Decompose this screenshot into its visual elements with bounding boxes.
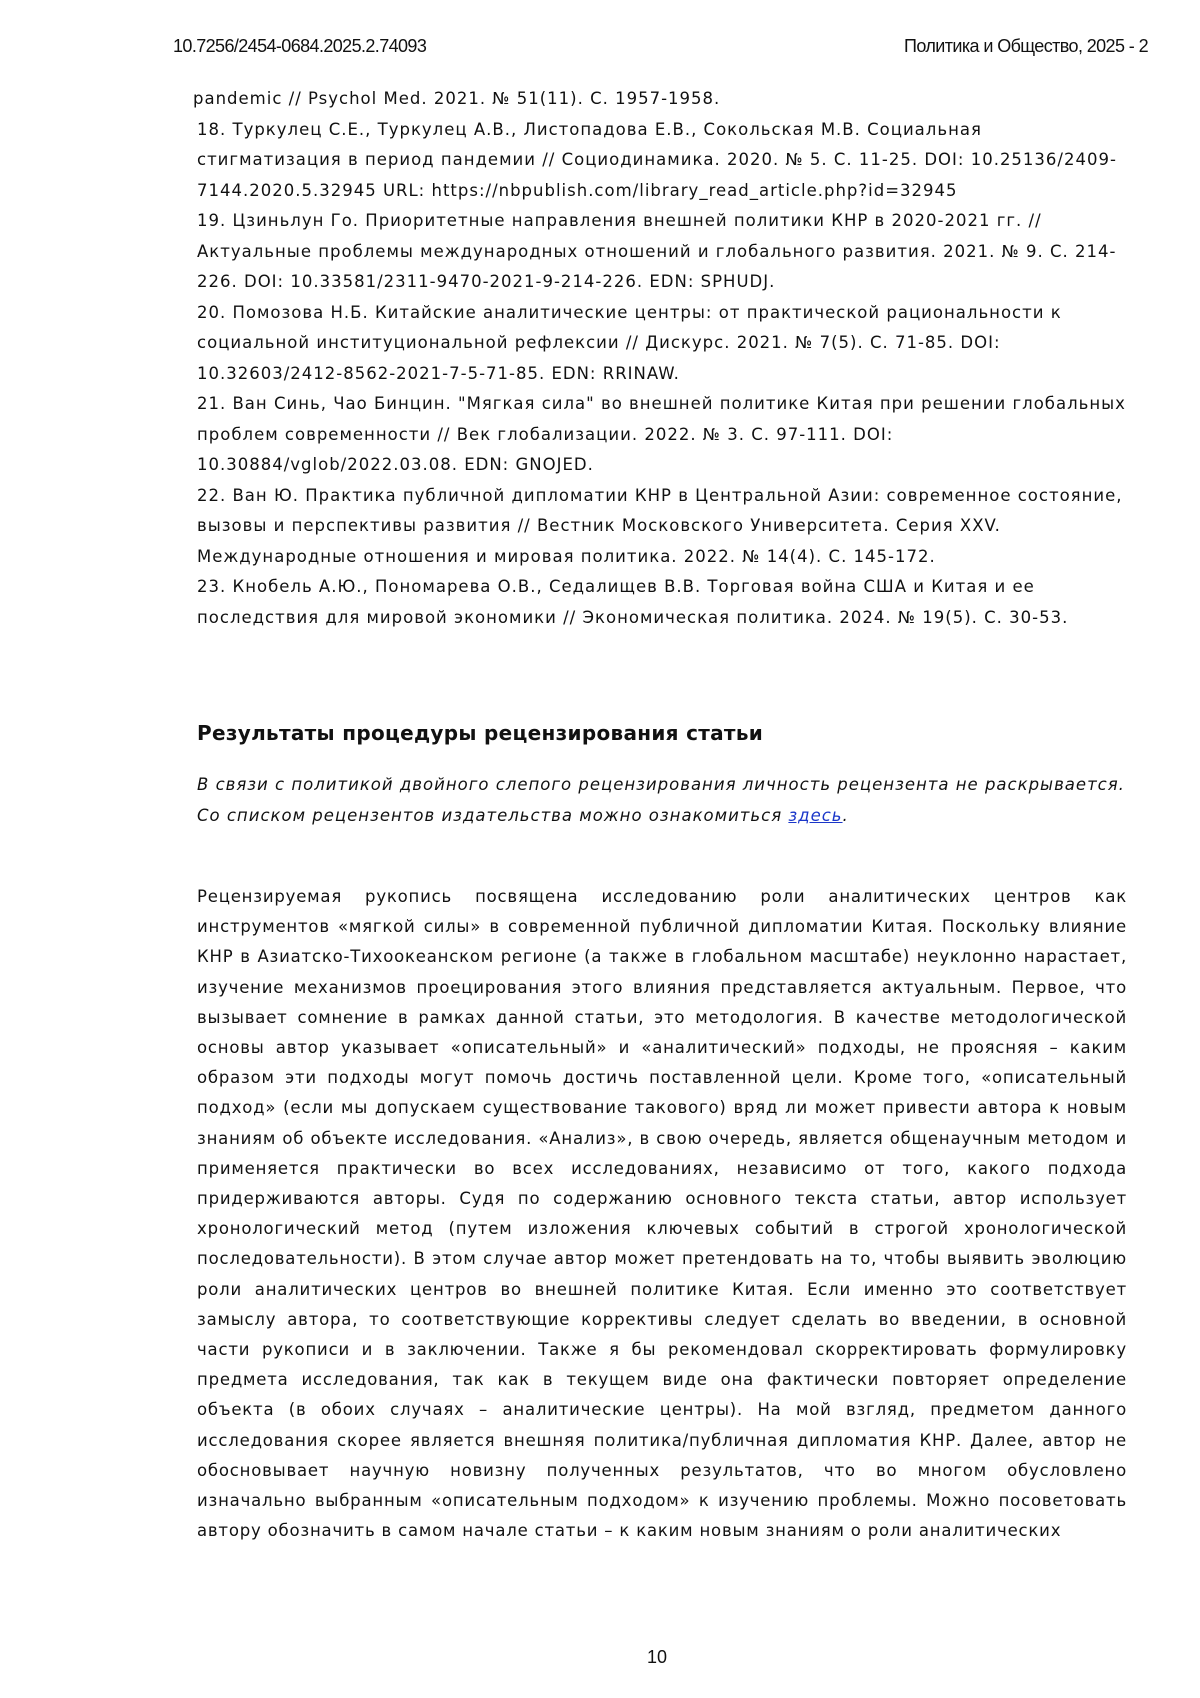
reference-item: 23. Кнобель А.Ю., Пономарева О.В., Седалищев В.В. Торговая война США и Китая и ее последствия для мировой экономики // Экономическая политика. 2024. № 19(5). С. 30-53. [193, 572, 1128, 633]
page-number: 10 [0, 1647, 1200, 1668]
reviewers-list-link[interactable]: здесь [788, 806, 842, 825]
reference-item: 20. Помозова Н.Б. Китайские аналитические центры: от практической рациональности к социальной институциональной рефлексии // Дискурс. 2021. № 7(5). С. 71-85. DOI: 10.32603/2412-8562-2021-7-5-71-85. EDN: RRINAW. [193, 298, 1128, 390]
reference-item: 21. Ван Синь, Чао Бинцин. "Мягкая сила" во внешней политике Китая при решении глобальных проблем современности // Век глобализации. 2022. № 3. С. 97-111. DOI: 10.30884/vglob/2022.03.08. EDN: GNOJED. [193, 389, 1128, 481]
reviewers-list-note [197, 801, 1125, 832]
journal-issue: Политика и Общество, 2025 - 2 [904, 36, 1148, 57]
anonymity-text: В связи с политикой двойного слепого рецензирования личность рецензента не раскрывается. [197, 770, 1125, 801]
reviewers-list-suffix: . [843, 806, 849, 825]
reference-item: pandemic // Psychol Med. 2021. № 51(11). С. 1957-1958. [193, 84, 1128, 115]
review-paragraph: Рецензируемая рукопись посвящена исследованию роли аналитических центров как инструментов «мягкой силы» в современной публичной дипломатии Китая. Поскольку влияние КНР в Азиатско-Тихоокеанском регионе (а также в глобальном масштабе) неуклонно нарастает, изучение механизмов проецирования этого влияния представляется актуальным. Первое, что вызывает сомнение в рамках данной статьи, это методология. В качестве методологической основы автор указывает «описательный» и «аналитический» подходы, не проясняя – каким образом эти подходы могут помочь достичь поставленной цели. Кроме того, «описательный подход» (если мы допускаем существование такового) вряд ли может привести автора к новым знаниям об объекте исследования. «Анализ», в свою очередь, является общенаучным методом и применяется практически во всех исследованиях, независимо от того, какого подхода придерживаются авторы. Судя по содержанию основного текста статьи, автор использует хронологический метод (путем изложения ключевых событий в строгой хронологической последовательности). В этом случае автор может претендовать на то, чтобы выявить эволюцию роли аналитических центров во внешней политике Китая. Если именно это соответствует замыслу автора, то соответствующие коррективы следует сделать во введении, в основной части рукописи и в заключении. Также я бы рекомендовал скорректировать формулировку предмета исследования, так как в текущем виде она фактически повторяет определение объекта (в обоих случаях – аналитические центры). На мой взгляд, предметом данного исследования скорее является внешняя политика/публичная дипломатия КНР. Далее, автор не обосновывает научную новизну полученных результатов, что во многом обусловлено изначально выбранным «описательным подходом» к изучению проблемы. Можно посоветовать автору обозначить в самом начале статьи – к каким новым знаниям о роли аналитических [197, 882, 1127, 1546]
reviewers-list-prefix: Со списком рецензентов издательства можно ознакомиться [197, 806, 788, 825]
review-results-heading: Результаты процедуры рецензирования статьи [197, 721, 763, 745]
reference-item: 19. Цзиньлун Го. Приоритетные направления внешней политики КНР в 2020-2021 гг. // Актуальные проблемы международных отношений и глобального развития. 2021. № 9. С. 214-226. DOI: 10.33581/2311-9470-2021-9-214-226. EDN: SPHUDJ. [193, 206, 1128, 298]
article-doi: 10.7256/2454-0684.2025.2.74093 [173, 36, 426, 57]
reference-item: 18. Туркулец С.Е., Туркулец А.В., Листопадова Е.В., Сокольская М.В. Социальная стигматизация в период пандемии // Социодинамика. 2020. № 5. С. 11-25. DOI: 10.25136/2409-7144.2020.5.32945 URL: https://nbpublish.com/library_read_article.php?id=32945 [193, 115, 1128, 207]
review-text [197, 882, 1127, 1546]
review-anonymity-note [197, 770, 1125, 831]
references-list [193, 84, 1128, 633]
reference-item: 22. Ван Ю. Практика публичной дипломатии КНР в Центральной Азии: современное состояние, вызовы и перспективы развития // Вестник Московского Университета. Серия XXV. Международные отношения и мировая политика. 2022. № 14(4). С. 145-172. [193, 481, 1128, 573]
